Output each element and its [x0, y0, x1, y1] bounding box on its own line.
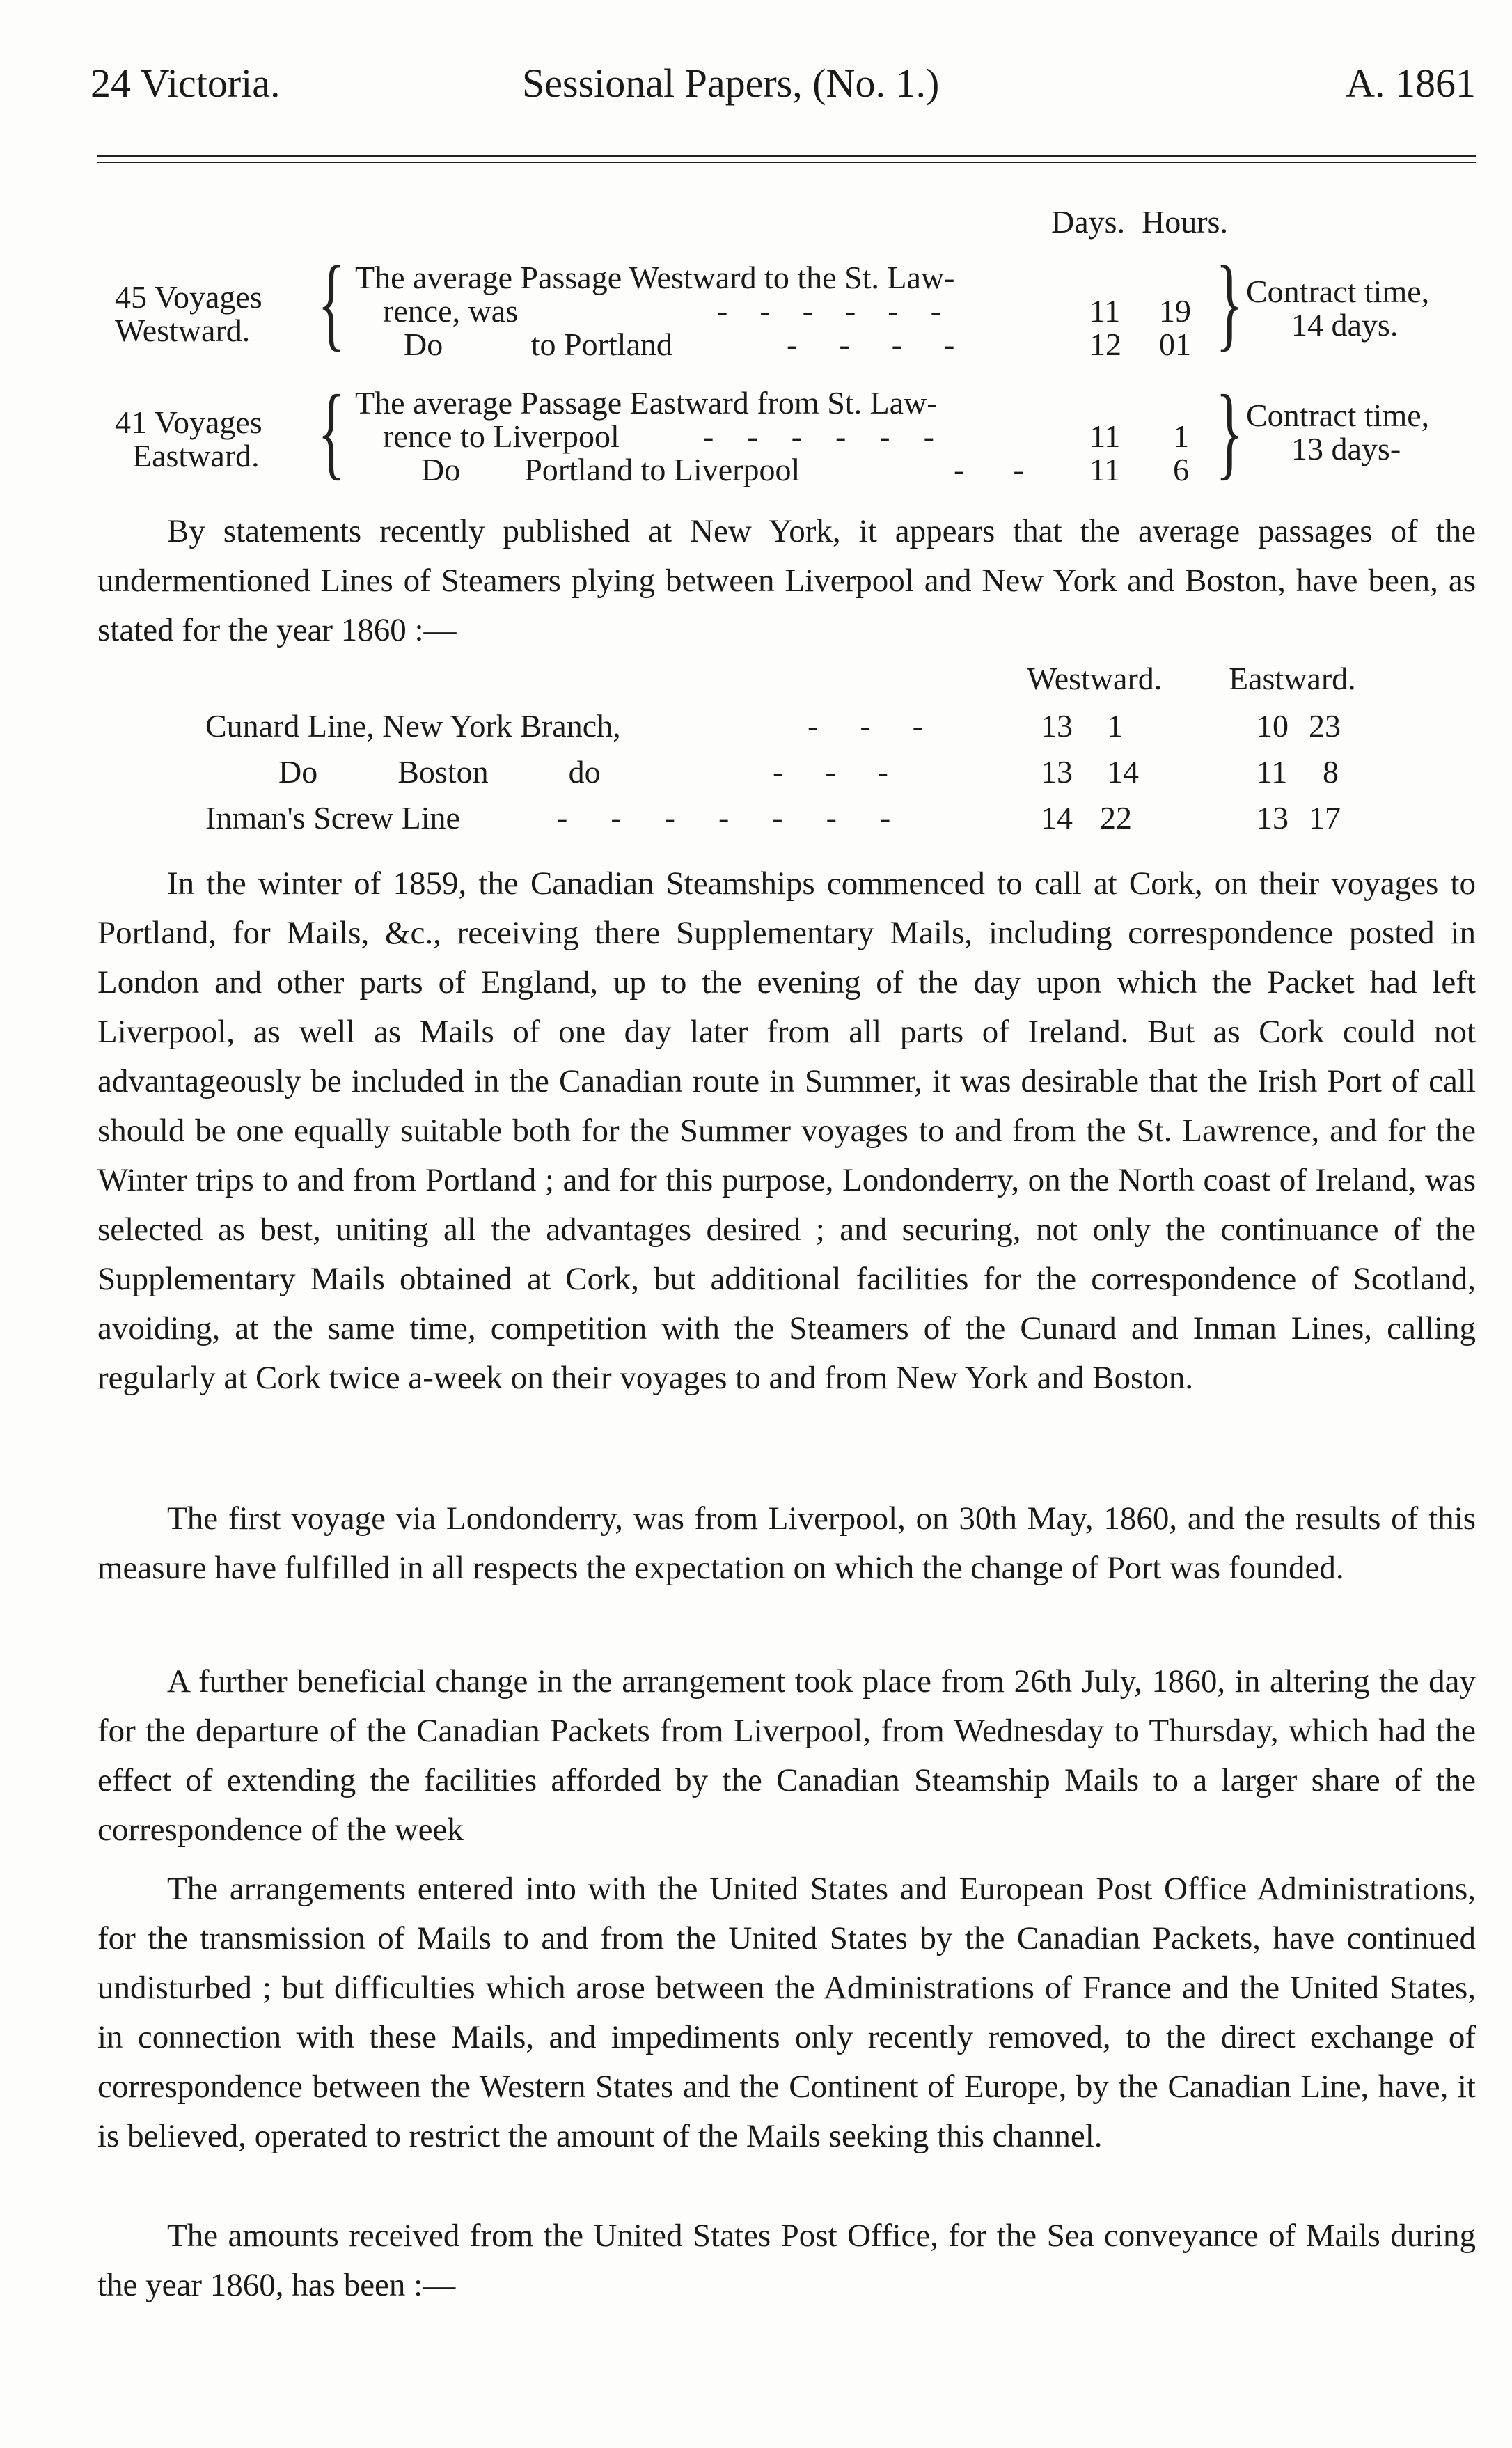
paragraph-londonderry: In the winter of 1859, the Canadian Steamships commenced to call at Cork, on their voyages to Portland, for Mails, &c., receiving there Supplementary Mails, including correspondence posted in London and other parts of England, up to the evening of the day upon which the Packet had left Liverpool, as well as Mails of one day later from all parts of Ireland. But as Cork could not advantageously be included in the Canadian route in Summer, it was desirable that the Irish Port of call should be one equally suitable both for the Summer voyages to and from the St. Lawrence, and for the Winter trips to and from Portland ; and for this purpose, Londonderry, on the North coast of Ireland, was selected as best, uniting all the advantages desired ; and securing, not only the continuance of the Supplementary Mails obtained at Cork, but additional facilities for the correspondence of Scotland, avoiding, at the same time, competition with the Steamers of the Cunard and Inman Lines, calling regularly at Cork twice a-week on their voyages to and from New York and Boston.: [97, 865, 1476, 1396]
westward-hours: 22: [1100, 800, 1132, 835]
paragraph-amounts: The amounts received from the United States Post Office, for the Sea conveyance of Mails during the year 1860, has been :—: [97, 2218, 1476, 2303]
westward-line3-days: 12: [1089, 327, 1121, 362]
header-title: Sessional Papers, (No. 1.): [522, 61, 940, 106]
leader-dashes: ------: [717, 293, 973, 329]
col-westward-header: Westward.: [1027, 661, 1163, 696]
westward-line3-hours: 01: [1159, 327, 1191, 362]
brace-icon: }: [1215, 245, 1243, 361]
leader-dashes: --: [954, 452, 1073, 487]
westward-group-line1: 45 Voyages: [115, 279, 262, 315]
eastward-days: 10: [1257, 708, 1289, 744]
eastward-group-line1: 41 Voyages: [115, 405, 262, 440]
leader-dashes: -------: [557, 800, 934, 835]
westward-line3: Do to Portland: [404, 327, 672, 362]
eastward-days: 11: [1257, 754, 1288, 790]
eastward-days: 13: [1257, 800, 1289, 835]
leader-dashes: ----: [787, 327, 997, 362]
leader-dashes: ---: [773, 754, 930, 790]
westward-line1: The average Passage Westward to the St. Law-: [355, 260, 955, 295]
header-session: 24 Victoria.: [90, 61, 281, 106]
paragraph-intro: By statements recently published at New York, it appears that the average passages of the undermentioned Lines of Steamers plying between Liverpool and New York and Boston, have been, as stated for the year 1860 :—: [97, 513, 1476, 648]
westward-days: 13: [1041, 754, 1073, 790]
westward-group-line2: Westward.: [115, 313, 251, 348]
paragraph-arrangements: The arrangements entered into with the United States and European Post Office Administrations, for the transmission of Mails to and from the United States by the Canadian Packets, have continued undisturbed ; but difficulties which arose between the Administrations of France and the United States, in connection with these Mails, and impediments only recently removed, to the direct exchange of correspondence between the Western States and the Continent of Europe, by the Canadian Line, have, it is believed, operated to restrict the amount of the Mails seeking this channel.: [97, 1871, 1476, 2154]
westward-line2: rence, was: [383, 293, 519, 329]
col-eastward-header: Eastward.: [1229, 661, 1356, 696]
brace-icon: {: [317, 245, 345, 361]
header-rule: [97, 155, 1476, 157]
steamer-line-name: Inman's Screw Line: [205, 800, 460, 835]
page-header: [90, 60, 1476, 123]
paragraph-first-voyage: The first voyage via Londonderry, was from Liverpool, on 30th May, 1860, and the results of this measure have fulfilled in all respects the expectation on which the change of Port was founded.: [97, 1500, 1476, 1586]
eastward-note-line1: Contract time,: [1246, 398, 1430, 433]
westward-hours: 14: [1107, 754, 1139, 790]
eastward-group-line2: Eastward.: [132, 438, 260, 473]
eastward-line2-days: 11: [1089, 418, 1121, 454]
eastward-line3: Do Portland to Liverpool: [421, 452, 801, 487]
westward-line2-hours: 19: [1159, 293, 1191, 329]
steamer-line-name: Do Boston do: [278, 754, 601, 790]
col-days-header: Days.: [1051, 204, 1126, 240]
westward-days: 14: [1041, 800, 1073, 835]
eastward-note-line2: 13 days-: [1291, 431, 1401, 466]
westward-note-line1: Contract time,: [1246, 274, 1430, 309]
westward-days: 13: [1041, 708, 1073, 744]
leader-dashes: ------: [703, 418, 968, 454]
paragraph-day-change: A further beneficial change in the arrangement took place from 26th July, 1860, in altering the day for the departure of the Canadian Packets from Liverpool, from Wednesday to Thursday, which had the effect of extending the facilities afforded by the Canadian Steamship Mails to a larger share of the correspondence of the week: [97, 1663, 1476, 1848]
eastward-line3-days: 11: [1089, 452, 1121, 487]
header-rule-thin: [97, 162, 1476, 163]
eastward-line2: rence to Liverpool: [383, 418, 620, 454]
westward-line2-days: 11: [1089, 293, 1121, 329]
eastward-hours: 8: [1323, 754, 1339, 790]
eastward-hours: 17: [1309, 800, 1341, 835]
brace-icon: {: [317, 374, 345, 489]
steamer-line-name: Cunard Line, New York Branch,: [205, 708, 621, 744]
eastward-hours: 23: [1309, 708, 1341, 744]
leader-dashes: ---: [808, 708, 965, 744]
brace-icon: }: [1215, 374, 1243, 489]
col-hours-header: Hours.: [1142, 204, 1228, 240]
westward-hours: 1: [1107, 708, 1123, 744]
eastward-line3-hours: 6: [1173, 452, 1189, 487]
eastward-line1: The average Passage Eastward from St. Law-: [355, 385, 938, 421]
westward-note-line2: 14 days.: [1291, 307, 1399, 343]
eastward-line2-hours: 1: [1173, 418, 1189, 454]
header-year: A. 1861: [1346, 61, 1476, 106]
